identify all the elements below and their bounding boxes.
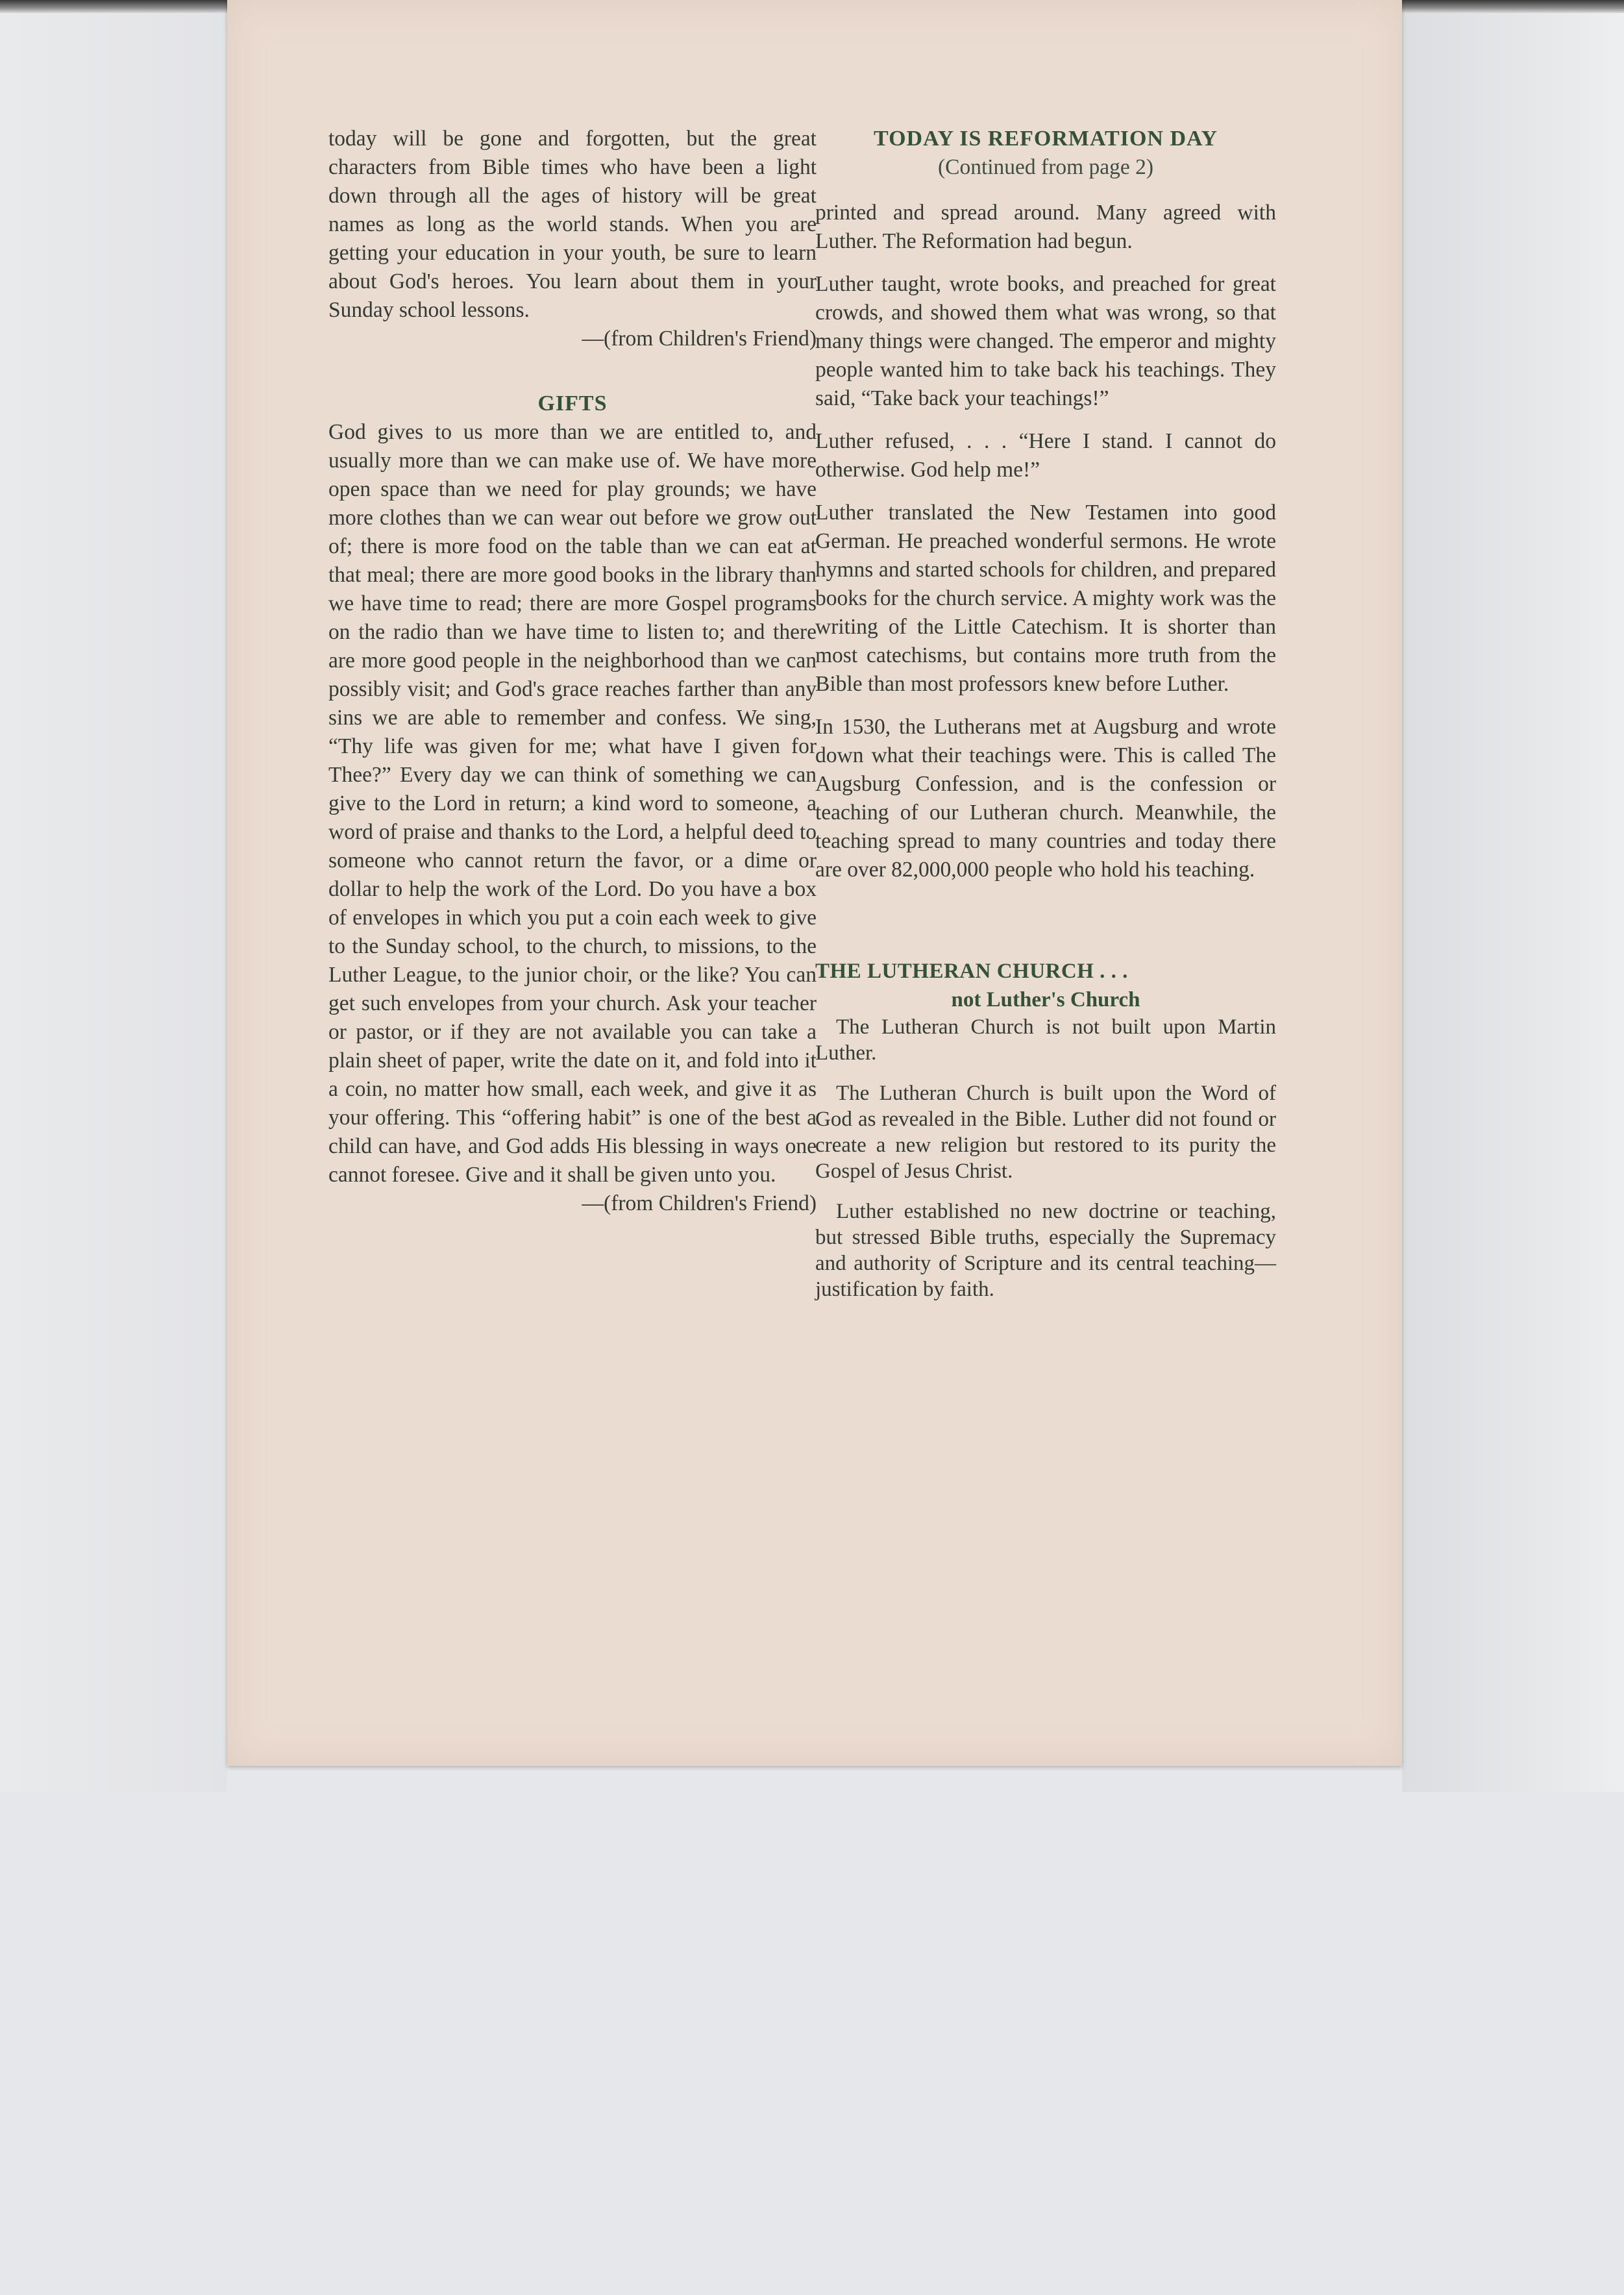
lutheran-church-heading: THE LUTHERAN CHURCH . . . bbox=[815, 960, 1128, 983]
reformation-paragraph: Luther refused, . . . “Here I stand. I cannot do otherwise. God help me!” bbox=[815, 429, 1276, 482]
right-column bbox=[815, 125, 1276, 1302]
gifts-heading: GIFTS bbox=[537, 391, 608, 416]
reformation-paragraph: Luther translated the New Testamen into good German. He preached wonderful sermons. He wrote hymns and started schools for children, and prepared books for the church service. A mighty work was the writing of the Little Catechism. It is shorter than most catechisms, but contains more truth from the Bible than most professors knew before Luther. bbox=[815, 501, 1276, 696]
lutheran-paragraph: The Lutheran Church is built upon the Word of God as revealed in the Bible. Luther did not found or create a new religion but restored to its purity the Gospel of Jesus Christ. bbox=[815, 1082, 1276, 1183]
gifts-attribution: —(from Children's Friend) bbox=[582, 1191, 817, 1215]
lutheran-paragraph: Luther established no new doctrine or teaching, but stressed Bible truths, especially the Supremacy and authority of Scripture and its central teaching— justification by faith. bbox=[815, 1200, 1276, 1301]
intro-attribution: —(from Children's Friend) bbox=[582, 327, 817, 351]
lutheran-paragraph: The Lutheran Church is not built upon Martin Luther. bbox=[815, 1015, 1276, 1065]
scanner-background-right bbox=[1402, 0, 1624, 1792]
reformation-paragraph: In 1530, the Lutherans met at Augsburg and wrote down what their teachings were. This is called The Augsburg Confession, and is the confession or teaching of our Lutheran church. Meanwhile, the teaching spread to many countries and today there are over 82,000,000 people who hold his teaching. bbox=[815, 715, 1276, 882]
reformation-paragraph: Luther taught, wrote books, and preached for great crowds, and showed them what was wrong, so that many things were changed. The emperor and mighty people wanted him to take back his teachings. They said, “Take back your teachings!” bbox=[815, 272, 1276, 410]
scanned-page bbox=[227, 0, 1402, 1766]
left-column bbox=[328, 125, 817, 1218]
gifts-paragraph: God gives to us more than we are entitled to, and usually more than we can make use of. We have more open space than we need for play grounds; we have more clothes than we can wear out before we grow out of; there is more food on the table than we can eat at that meal; there are more good books in the library than we have time to read; there are more Gospel programs on the radio than we have time to listen to; and there are more good people in the neighborhood than we can possibly visit; and God's grace reaches farther than any sins we are able to remember and confess. We sing, “Thy life was given for me; what have I given for Thee?” Every day we can think of something we can give to the Lord in return; a kind word to someone, a word of praise and thanks to the Lord, a helpful deed to someone who cannot return the favor, or a dime or dollar to help the work of the Lord. Do you have a box of envelopes in which you put a coin each week to give to the Sunday school, to the church, to missions, to the Luther League, to the junior choir, or the like? You can get such envelopes from your church. Ask your teacher or pastor, or if they are not available you can take a plain sheet of paper, write the date on it, and fold into it a coin, no matter how small, each week, and give it as your offering. This “offering habit” is one of the best a child can have, and God adds His blessing in ways one cannot foresee. Give and it shall be given unto you. bbox=[328, 420, 817, 1187]
reformation-heading: TODAY IS REFORMATION DAY bbox=[874, 127, 1218, 151]
reformation-subheading: (Continued from page 2) bbox=[937, 155, 1154, 179]
reformation-paragraph: printed and spread around. Many agreed with Luther. The Reformation had begun. bbox=[815, 201, 1276, 253]
intro-paragraph: today will be gone and forgotten, but the great characters from Bible times who have been a light down through all the ages of history will be great names as long as the world stands. When you are getting your education in your youth, be sure to learn about God's heroes. You learn about them in your Sunday school lessons. bbox=[328, 127, 817, 322]
scanner-background-left bbox=[0, 0, 227, 1792]
lutheran-church-subheading: not Luther's Church bbox=[951, 988, 1140, 1011]
